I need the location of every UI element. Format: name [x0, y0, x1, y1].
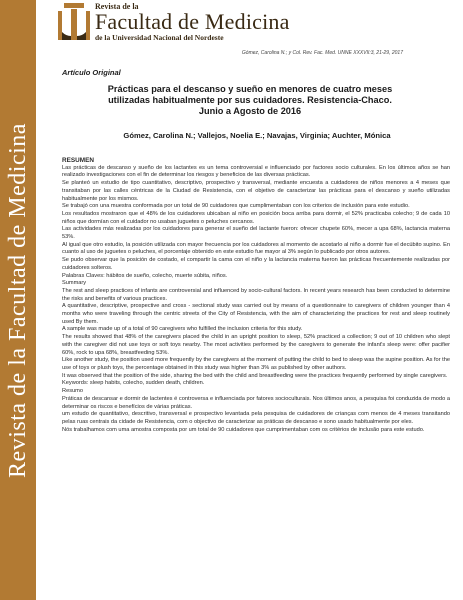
citation: Gómez, Carolina N.; y Col. Rev. Fac. Med. UNNE XXXVII:3, 21-29, 2017: [241, 50, 403, 56]
article-body: [62, 157, 450, 434]
paragraph: It was observed that the position of the side, sharing the bed with the child and breastfeeding were the practices frequently performed by single caregivers.: [62, 372, 448, 379]
journal-title-line3: de la Universidad Nacional del Nordeste: [95, 33, 224, 42]
keywords-es: Palabras Claves: hábitos de sueño, colecho, muerte súbita, niños.: [62, 272, 228, 279]
journal-header: [95, 2, 395, 42]
keywords-en: Keywords: sleep habits, colecho, sudden death, children.: [62, 380, 205, 387]
paragraph: The results showed that 48% of the caregivers placed the child in an upright position to sleep, 52% practiced a collection; 9 out of 10 children who slept with the caregiver did not use toys or soft toys nearby. The most activities performed by the caregivers to generate the infant's sleep were: offer pacifier 60%, rock to upa 68%, breastfeeding 53%.: [62, 334, 450, 356]
journal-title-line1: Revista de la: [95, 2, 139, 11]
journal-title-line2: Facultad de Medicina: [95, 9, 290, 34]
paragraph: Al igual que otro estudio, la posición utilizada con mayor frecuencia por los cuidadores al momento de acostarlo al niño a dormir fue el decúbito supino. En cuanto al uso de juguetes o peluches, el porcentaje obtenido en este estudio fue mayor al 3% según lo publicado por otros autores.: [62, 241, 450, 256]
resumo-heading: Resumo: [62, 388, 84, 395]
paragraph: um estudo de quantitativo, descritivo, transversal e prospectivo levantada pela pesquisa de cuidadores de crianças com menos de 4 meses transitando pelas ruas centrais da cidade de Resistencia, com o objectivo de caracterizar as práticas de descanso e sono usado habitualmente por eles.: [62, 411, 450, 425]
paragraph: Nós trabalhamos com uma amostra composta por um total de 90 cuidadores que cumprimentaban com os critérios de inclusão para este estudo.: [62, 426, 425, 433]
journal-logo-icon: [58, 2, 90, 42]
paragraph: Se pudo observar que la posición de costado, el compartir la cama con el niño y la lactancia materna fueron las prácticas frecuentemente realizadas por cuidadores solteros.: [62, 257, 450, 271]
paragraph: Práticas de descansar e dormir de lactentes é controversa e influenciada por fatores socioculturais. Nos últimos anos, a pesquisa foi conduzida de modo a determinar os riscos e benefícios de várias práticas.: [62, 395, 450, 410]
sidebar-title: [0, 0, 36, 600]
authors: Gómez, Carolina N.; Vallejos, Noelia E.; Navajas, Virginia; Auchter, Mónica: [123, 131, 391, 140]
paragraph: Las prácticas de descanso y sueño de los lactantes es un tema controversial e influenciado por factores socio culturales. En los últimos años se han realizado investigaciones con el fin de determinar los riesgos y beneficios de las diversas prácticas.: [62, 164, 450, 179]
paragraph: Se planteó un estudio de tipo cuantitativo, descriptivo, prospectivo y transversal, mediante encuesta a cuidadores de niños menores a 4 meses que transitaban por las calles céntricas de la Ciudad de Resistencia, con el objetivo de caracterizar las prácticas para el descanso y sueño utilizadas habitualmente por los mismos.: [62, 180, 450, 202]
paragraph: A sample was made up of a total of 90 caregivers who fulfilled the inclusion criteria for this study.: [62, 326, 303, 333]
section-label: Artículo Original: [62, 68, 121, 77]
paragraph: Las actividades más realizadas por los cuidadores para generar el sueño del lactante fueron: ofrecer chupete 60%, mecer a upa 68%, lactancia materna 53%.: [62, 226, 450, 241]
paragraph: Se trabajó con una muestra conformada por un total de 90 cuidadores que cumplimentaban con los criterios de inclusión para este estudio.: [62, 203, 410, 210]
sidebar-title-text: Revista de la Facultad de Medicina: [4, 122, 31, 478]
paragraph: A quantitative, descriptive, prospective and cross - sectional study was carried out by means of a questionnaire to caregivers of children younger than 4 months who were traveling through the centric streets of the City of Resistencia, with the aim of characterizing the practices for rest and sleep routinely used By them.: [62, 303, 450, 325]
article-title: Prácticas para el descanso y sueño en menores de cuatro meses utilizadas habitualmente por sus cuidadores. Resistencia-Chaco. Junio a Agosto de 2016: [107, 84, 393, 116]
paragraph: Like another study, the position used more frequently by the caregivers at the moment of putting the child to bed to sleep was the supine position. As for the use of toys or plush toys, the percentage obtained in this study was higher than 3% as published by other authors.: [62, 357, 450, 371]
summary-heading: Summary: [62, 280, 87, 287]
paragraph: Los resultados mostraron que el 48% de los cuidadores ubicaban al niño en posición boca arriba para dormir, el 52% practicaba colecho; 9 de cada 10 niños que dormían con el cuidador no usaban juguetes o peluches cercanos.: [62, 210, 450, 225]
resumen-heading: RESUMEN: [62, 157, 94, 164]
paragraph: The rest and sleep practices of infants are controversial and influenced by socio-cultural factors. In recent years research has been conducted to determine the risks and benefits of various practices.: [62, 287, 450, 302]
